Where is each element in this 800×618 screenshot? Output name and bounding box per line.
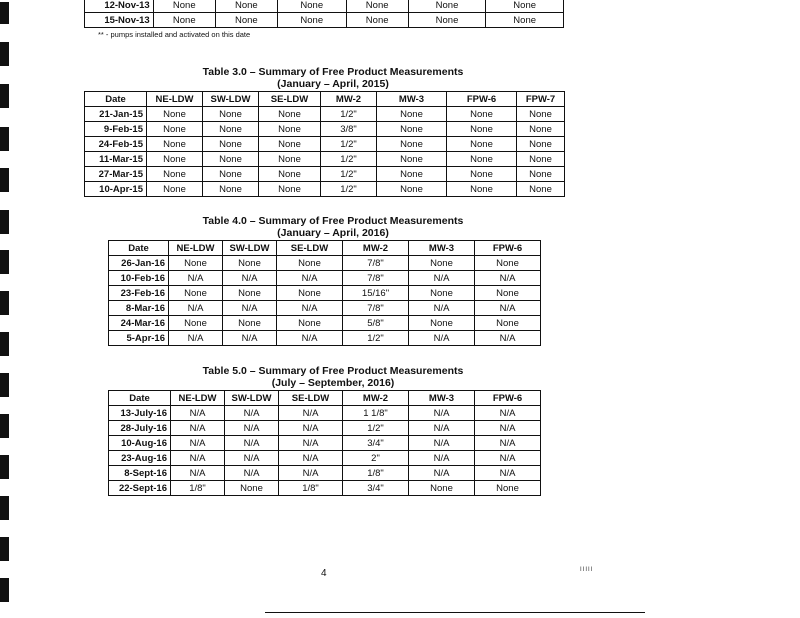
table4 xyxy=(108,240,541,346)
binder-mark xyxy=(0,210,9,234)
date-cell: 21-Jan-15 xyxy=(85,107,147,122)
measurement-cell: N/A xyxy=(225,466,279,481)
measurement-cell: None xyxy=(223,256,277,271)
measurement-cell: N/A xyxy=(223,331,277,346)
measurement-cell: None xyxy=(203,107,259,122)
table5-body xyxy=(109,406,541,496)
measurement-cell: N/A xyxy=(225,451,279,466)
measurement-cell: 3/4" xyxy=(343,436,409,451)
column-header: Date xyxy=(109,241,169,256)
measurement-cell: None xyxy=(225,481,279,496)
measurement-cell: 1/2" xyxy=(321,107,377,122)
table5-title: Table 5.0 – Summary of Free Product Measurements xyxy=(202,365,464,377)
column-header: NE-LDW xyxy=(147,92,203,107)
measurement-cell: 1/2" xyxy=(321,182,377,197)
table-row xyxy=(109,466,541,481)
measurement-cell: 7/8" xyxy=(343,301,409,316)
measurement-cell: N/A xyxy=(475,406,541,421)
measurement-cell: 1/2" xyxy=(343,331,409,346)
table-row xyxy=(109,286,541,301)
binder-mark xyxy=(0,84,9,108)
measurement-cell: None xyxy=(346,13,408,28)
measurement-cell: N/A xyxy=(475,436,541,451)
date-cell: 28-July-16 xyxy=(109,421,171,436)
measurement-cell: N/A xyxy=(277,301,343,316)
measurement-cell: None xyxy=(259,182,321,197)
measurement-cell: None xyxy=(409,256,475,271)
measurement-cell: None xyxy=(447,167,517,182)
table-row xyxy=(109,256,541,271)
measurement-cell: None xyxy=(259,107,321,122)
measurement-cell: 1/2" xyxy=(321,137,377,152)
table-row xyxy=(109,301,541,316)
table-row xyxy=(85,107,565,122)
measurement-cell: 1 1/8" xyxy=(343,406,409,421)
measurement-cell: None xyxy=(447,152,517,167)
table-row xyxy=(109,436,541,451)
date-cell: 12-Nov-13 xyxy=(85,0,154,13)
measurement-cell: None xyxy=(447,182,517,197)
measurement-cell: None xyxy=(147,137,203,152)
footer-rule xyxy=(265,612,645,613)
measurement-cell: None xyxy=(277,13,346,28)
table-row xyxy=(109,406,541,421)
measurement-cell: N/A xyxy=(475,451,541,466)
table-row xyxy=(109,481,541,496)
table-row xyxy=(85,137,565,152)
column-header: SW-LDW xyxy=(203,92,259,107)
binder-mark xyxy=(0,373,9,397)
date-cell: 8-Mar-16 xyxy=(109,301,169,316)
date-cell: 10-Aug-16 xyxy=(109,436,171,451)
column-header: FPW-6 xyxy=(475,391,541,406)
measurement-cell: N/A xyxy=(169,331,223,346)
measurement-cell: N/A xyxy=(279,466,343,481)
measurement-cell: None xyxy=(277,316,343,331)
page-number: 4 xyxy=(321,568,327,579)
measurement-cell: None xyxy=(203,122,259,137)
column-header: SE-LDW xyxy=(259,92,321,107)
measurement-cell: N/A xyxy=(279,451,343,466)
table3-header-row xyxy=(85,92,565,107)
column-header: FPW-6 xyxy=(475,241,541,256)
top-table xyxy=(84,0,564,28)
measurement-cell: None xyxy=(517,182,565,197)
measurement-cell: None xyxy=(169,286,223,301)
measurement-cell: None xyxy=(215,0,277,13)
column-header: Date xyxy=(85,92,147,107)
measurement-cell: N/A xyxy=(171,406,225,421)
measurement-cell: None xyxy=(169,316,223,331)
date-cell: 10-Apr-15 xyxy=(85,182,147,197)
binder-mark xyxy=(0,250,9,274)
table-footnote: ** - pumps installed and activated on this date xyxy=(98,30,251,39)
column-header: SW-LDW xyxy=(225,391,279,406)
column-header: NE-LDW xyxy=(169,241,223,256)
measurement-cell: None xyxy=(259,137,321,152)
measurement-cell: None xyxy=(475,481,541,496)
measurement-cell: N/A xyxy=(279,436,343,451)
table3-body xyxy=(85,107,565,197)
table-row xyxy=(109,451,541,466)
binder-mark xyxy=(0,127,9,151)
measurement-cell: None xyxy=(346,0,408,13)
date-cell: 23-Aug-16 xyxy=(109,451,171,466)
column-header: MW-3 xyxy=(409,241,475,256)
measurement-cell: N/A xyxy=(475,271,541,286)
measurement-cell: N/A xyxy=(225,421,279,436)
measurement-cell: 1/2" xyxy=(321,152,377,167)
measurement-cell: None xyxy=(147,182,203,197)
date-cell: 13-July-16 xyxy=(109,406,171,421)
date-cell: 10-Feb-16 xyxy=(109,271,169,286)
measurement-cell: None xyxy=(377,137,447,152)
top-table-body xyxy=(85,0,564,28)
table5 xyxy=(108,390,541,496)
measurement-cell: None xyxy=(147,167,203,182)
measurement-cell: N/A xyxy=(171,451,225,466)
measurement-cell: None xyxy=(147,107,203,122)
date-cell: 15-Nov-13 xyxy=(85,13,154,28)
table-row xyxy=(109,331,541,346)
measurement-cell: 1/8" xyxy=(343,466,409,481)
measurement-cell: N/A xyxy=(279,406,343,421)
column-header: MW-2 xyxy=(321,92,377,107)
measurement-cell: None xyxy=(447,122,517,137)
measurement-cell: None xyxy=(377,152,447,167)
table3-title: Table 3.0 – Summary of Free Product Measurements xyxy=(202,66,464,78)
measurement-cell: N/A xyxy=(475,331,541,346)
table3-caption xyxy=(84,66,582,90)
measurement-cell: None xyxy=(517,152,565,167)
measurement-cell: N/A xyxy=(409,301,475,316)
measurement-cell: N/A xyxy=(169,301,223,316)
measurement-cell: None xyxy=(377,107,447,122)
measurement-cell: 7/8" xyxy=(343,256,409,271)
column-header: MW-3 xyxy=(377,92,447,107)
binder-mark xyxy=(0,332,9,356)
table4-title: Table 4.0 – Summary of Free Product Measurements xyxy=(202,215,464,227)
binder-mark xyxy=(0,168,9,192)
measurement-cell: N/A xyxy=(475,301,541,316)
binder-mark xyxy=(0,496,9,520)
measurement-cell: None xyxy=(223,286,277,301)
measurement-cell: None xyxy=(153,0,215,13)
binder-mark xyxy=(0,414,9,438)
measurement-cell: None xyxy=(203,137,259,152)
measurement-cell: N/A xyxy=(409,421,475,436)
measurement-cell: N/A xyxy=(171,436,225,451)
measurement-cell: N/A xyxy=(409,466,475,481)
table-row xyxy=(85,152,565,167)
measurement-cell: None xyxy=(277,0,346,13)
date-cell: 24-Feb-15 xyxy=(85,137,147,152)
date-cell: 23-Feb-16 xyxy=(109,286,169,301)
measurement-cell: N/A xyxy=(171,421,225,436)
measurement-cell: None xyxy=(408,13,486,28)
table-row xyxy=(85,13,564,28)
measurement-cell: N/A xyxy=(225,406,279,421)
measurement-cell: N/A xyxy=(277,331,343,346)
date-cell: 27-Mar-15 xyxy=(85,167,147,182)
scan-stamp: IIIII xyxy=(580,567,594,573)
measurement-cell: None xyxy=(147,122,203,137)
measurement-cell: None xyxy=(486,13,564,28)
measurement-cell: N/A xyxy=(409,406,475,421)
measurement-cell: 5/8" xyxy=(343,316,409,331)
measurement-cell: None xyxy=(377,182,447,197)
table-row xyxy=(109,316,541,331)
measurement-cell: N/A xyxy=(409,271,475,286)
measurement-cell: None xyxy=(277,286,343,301)
date-cell: 22-Sept-16 xyxy=(109,481,171,496)
table-row xyxy=(85,0,564,13)
table5-header-row xyxy=(109,391,541,406)
measurement-cell: None xyxy=(475,286,541,301)
column-header: FPW-6 xyxy=(447,92,517,107)
table-row xyxy=(85,167,565,182)
measurement-cell: N/A xyxy=(171,466,225,481)
measurement-cell: N/A xyxy=(279,421,343,436)
measurement-cell: None xyxy=(409,286,475,301)
measurement-cell: None xyxy=(377,122,447,137)
measurement-cell: None xyxy=(215,13,277,28)
table-row xyxy=(109,421,541,436)
measurement-cell: None xyxy=(203,167,259,182)
measurement-cell: N/A xyxy=(409,331,475,346)
binder-mark xyxy=(0,291,9,315)
date-cell: 24-Mar-16 xyxy=(109,316,169,331)
table5-subtitle: (July – September, 2016) xyxy=(271,377,395,389)
column-header: MW-2 xyxy=(343,391,409,406)
table-row xyxy=(85,182,565,197)
measurement-cell: 1/2" xyxy=(321,167,377,182)
measurement-cell: 3/4" xyxy=(343,481,409,496)
date-cell: 11-Mar-15 xyxy=(85,152,147,167)
measurement-cell: N/A xyxy=(475,466,541,481)
measurement-cell: None xyxy=(203,152,259,167)
measurement-cell: N/A xyxy=(409,451,475,466)
measurement-cell: None xyxy=(259,122,321,137)
measurement-cell: None xyxy=(203,182,259,197)
measurement-cell: None xyxy=(223,316,277,331)
table4-body xyxy=(109,256,541,346)
measurement-cell: None xyxy=(517,107,565,122)
measurement-cell: 1/2" xyxy=(343,421,409,436)
measurement-cell: 3/8" xyxy=(321,122,377,137)
measurement-cell: None xyxy=(409,481,475,496)
measurement-cell: N/A xyxy=(225,436,279,451)
binder-mark xyxy=(0,578,9,602)
table3 xyxy=(84,91,565,197)
table3-subtitle: (January – April, 2015) xyxy=(277,78,389,90)
measurement-cell: None xyxy=(475,256,541,271)
column-header: NE-LDW xyxy=(171,391,225,406)
measurement-cell: None xyxy=(486,0,564,13)
measurement-cell: None xyxy=(277,256,343,271)
measurement-cell: 7/8" xyxy=(343,271,409,286)
measurement-cell: None xyxy=(259,152,321,167)
table4-header-row xyxy=(109,241,541,256)
measurement-cell: None xyxy=(409,316,475,331)
measurement-cell: None xyxy=(447,137,517,152)
table-row xyxy=(109,271,541,286)
date-cell: 5-Apr-16 xyxy=(109,331,169,346)
measurement-cell: None xyxy=(517,137,565,152)
date-cell: 26-Jan-16 xyxy=(109,256,169,271)
table4-subtitle: (January – April, 2016) xyxy=(277,227,389,239)
column-header: SW-LDW xyxy=(223,241,277,256)
measurement-cell: None xyxy=(153,13,215,28)
binder-mark xyxy=(0,2,9,24)
column-header: MW-2 xyxy=(343,241,409,256)
table-row xyxy=(85,122,565,137)
table4-caption xyxy=(108,215,558,239)
measurement-cell: N/A xyxy=(475,421,541,436)
binder-mark xyxy=(0,42,9,66)
measurement-cell: None xyxy=(377,167,447,182)
date-cell: 8-Sept-16 xyxy=(109,466,171,481)
measurement-cell: N/A xyxy=(223,271,277,286)
measurement-cell: None xyxy=(259,167,321,182)
measurement-cell: N/A xyxy=(277,271,343,286)
column-header: SE-LDW xyxy=(277,241,343,256)
measurement-cell: None xyxy=(169,256,223,271)
measurement-cell: N/A xyxy=(223,301,277,316)
measurement-cell: 1/8" xyxy=(171,481,225,496)
measurement-cell: None xyxy=(517,122,565,137)
measurement-cell: None xyxy=(408,0,486,13)
table5-caption xyxy=(108,365,558,389)
measurement-cell: N/A xyxy=(409,436,475,451)
measurement-cell: 1/8" xyxy=(279,481,343,496)
column-header: SE-LDW xyxy=(279,391,343,406)
column-header: MW-3 xyxy=(409,391,475,406)
column-header: FPW-7 xyxy=(517,92,565,107)
date-cell: 9-Feb-15 xyxy=(85,122,147,137)
measurement-cell: None xyxy=(517,167,565,182)
measurement-cell: None xyxy=(475,316,541,331)
measurement-cell: None xyxy=(147,152,203,167)
measurement-cell: 2" xyxy=(343,451,409,466)
column-header: Date xyxy=(109,391,171,406)
binder-mark xyxy=(0,537,9,561)
measurement-cell: N/A xyxy=(169,271,223,286)
measurement-cell: None xyxy=(447,107,517,122)
measurement-cell: 15/16" xyxy=(343,286,409,301)
binder-mark xyxy=(0,455,9,479)
